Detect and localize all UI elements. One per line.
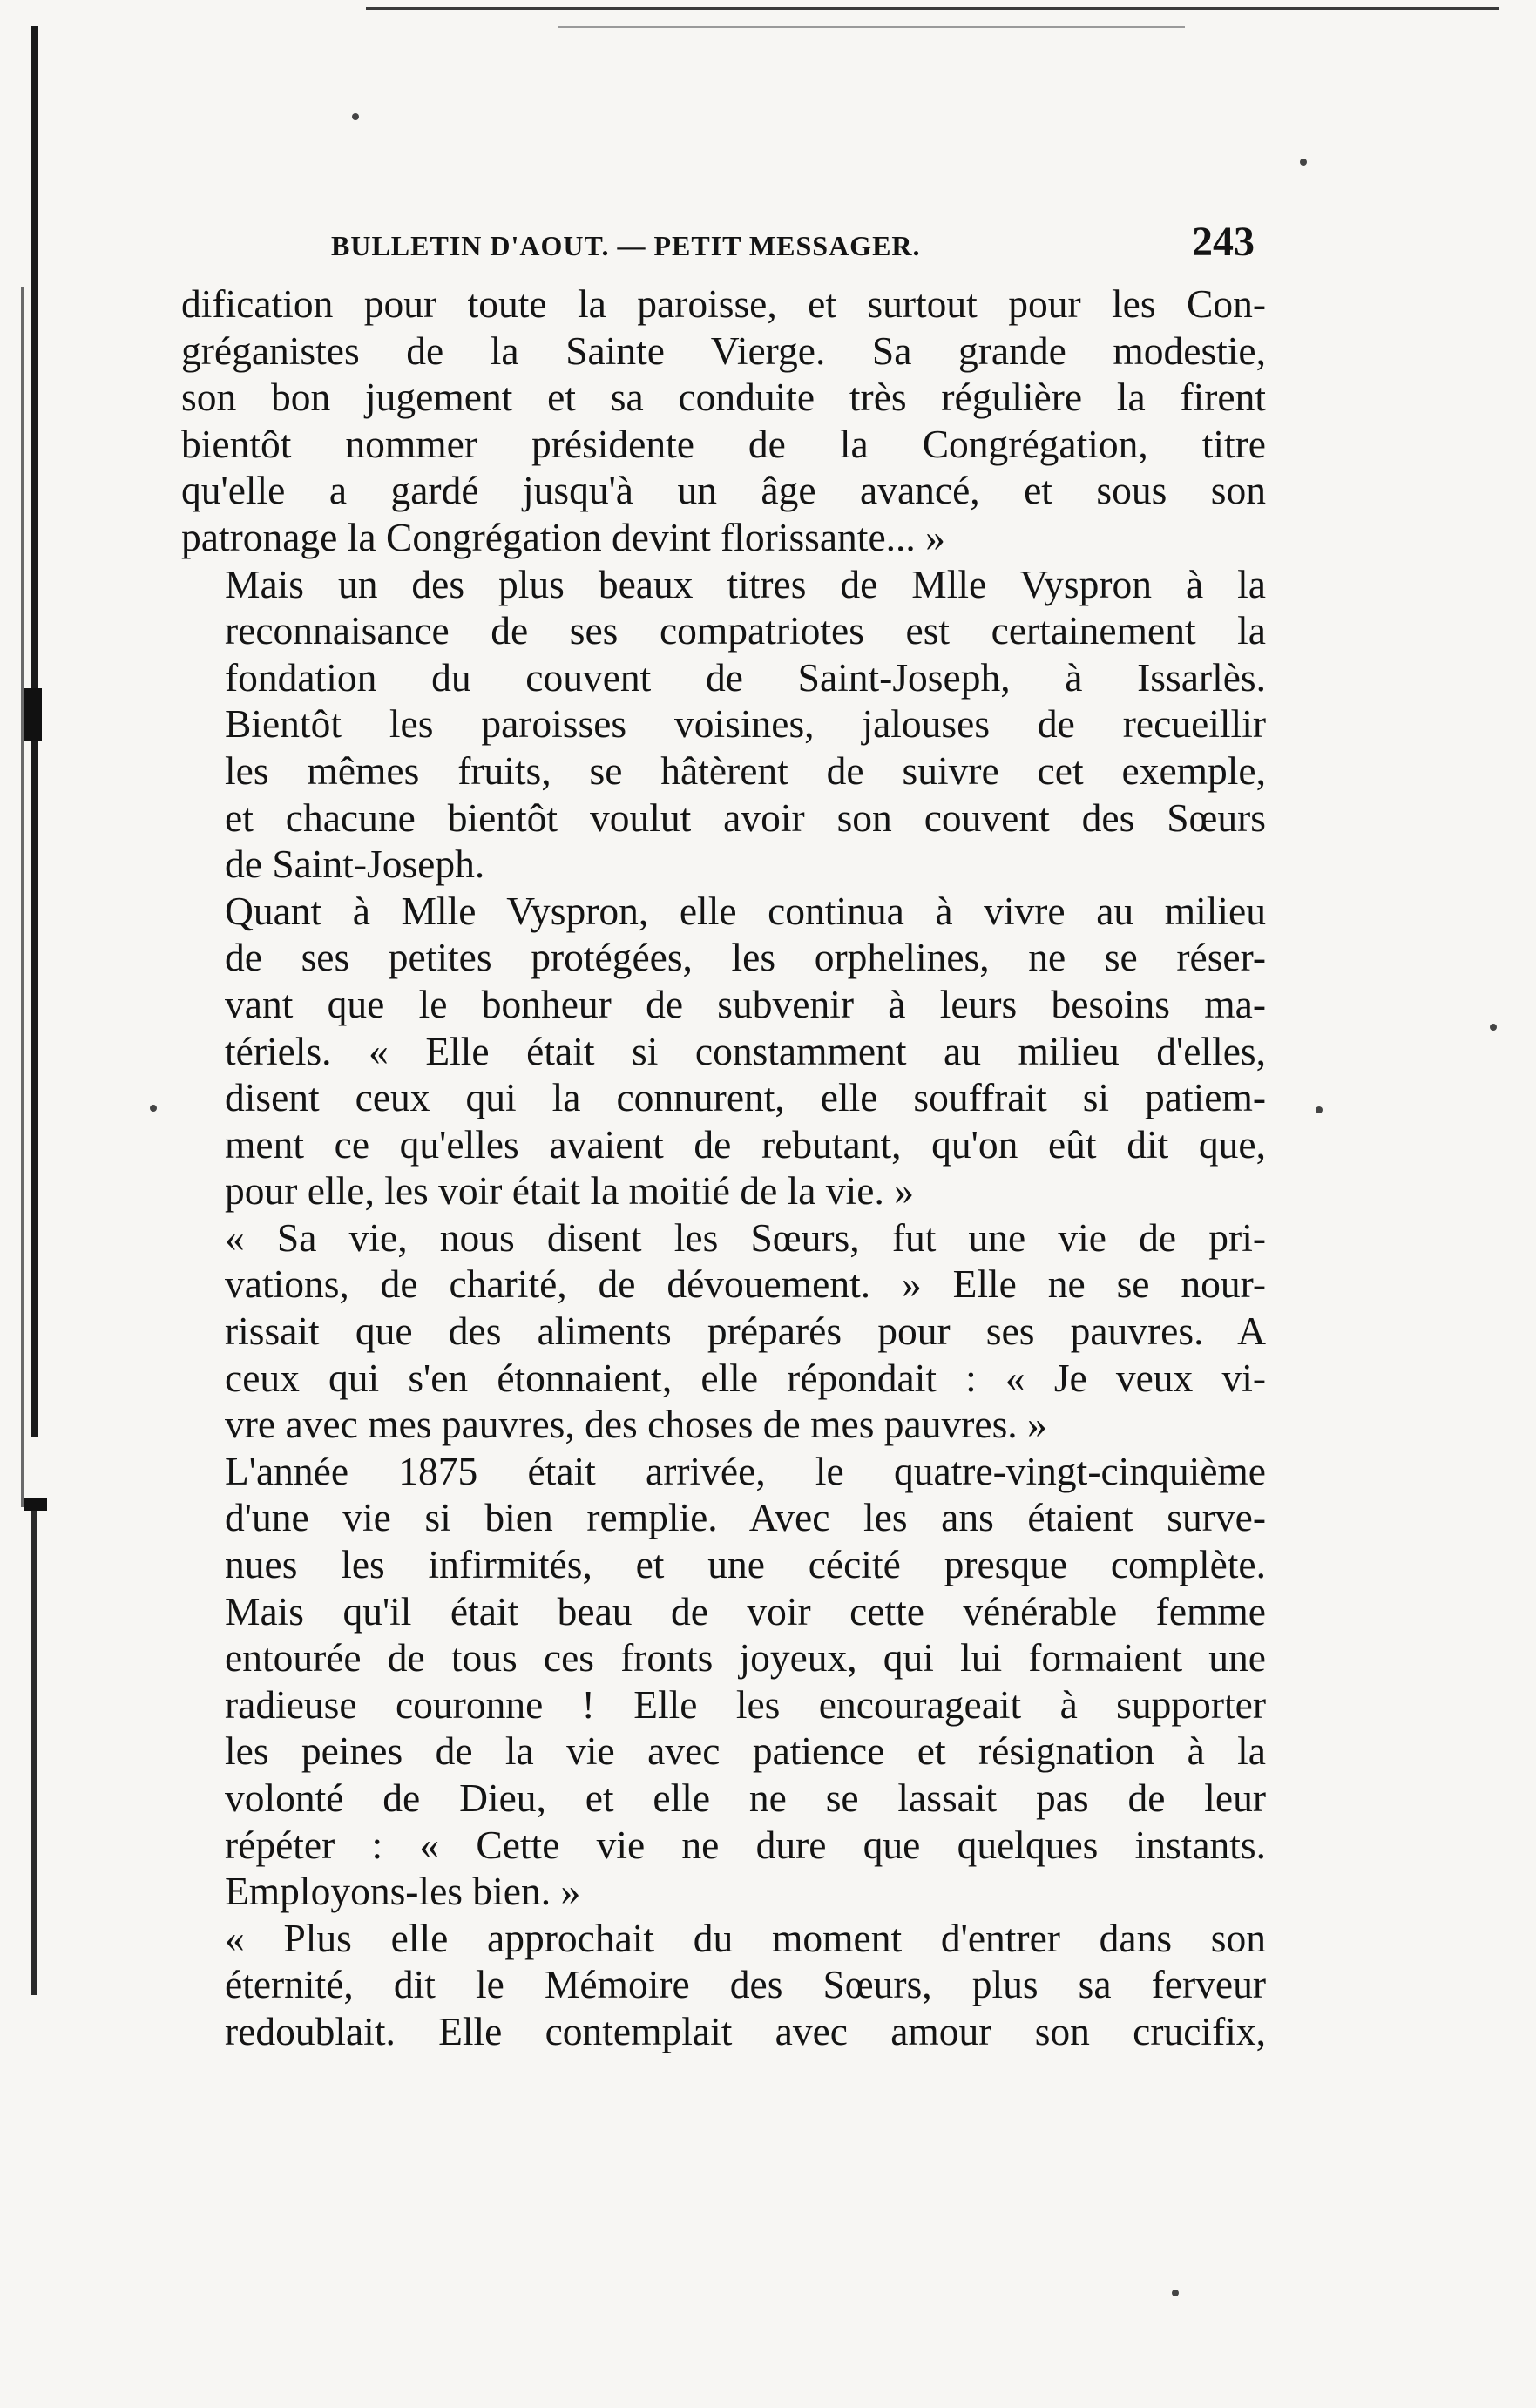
text-line: reconnaisance de ses compatriotes est certainement la bbox=[225, 608, 1266, 653]
text-line: qu'elle a gardé jusqu'à un âge avancé, et sous son bbox=[181, 468, 1266, 513]
scan-speck bbox=[1316, 1106, 1323, 1113]
text-line: disent ceux qui la connurent, elle souffrait si patiem- bbox=[225, 1075, 1266, 1120]
paragraph bbox=[181, 1915, 1266, 2055]
scan-top-edge bbox=[366, 7, 1499, 10]
text-line: radieuse couronne ! Elle les encourageait à supporter bbox=[225, 1681, 1266, 1727]
paragraph bbox=[181, 1214, 1266, 1448]
text-line: de Saint-Joseph. bbox=[225, 842, 485, 887]
scan-binding-mark bbox=[24, 1498, 47, 1511]
running-head: BULLETIN D'AOUT. — PETIT MESSAGER. bbox=[331, 230, 921, 261]
text-line: volonté de Dieu, et elle ne se lassait pas de leur bbox=[225, 1776, 1266, 1820]
text-line: les peines de la vie avec patience et résignation à la bbox=[225, 1728, 1266, 1774]
text-line: rissait que des aliments préparés pour ses pauvres. A bbox=[225, 1309, 1266, 1354]
scan-binding-mark bbox=[24, 688, 42, 741]
text-line: patronage la Congrégation devint florissante... » bbox=[181, 514, 945, 559]
scan-top-edge-faint bbox=[558, 26, 1185, 28]
scan-speck bbox=[150, 1105, 157, 1112]
text-line: nues les infirmités, et une cécité presque complète. bbox=[225, 1542, 1266, 1587]
text-line: Mais qu'il était beau de voir cette vénérable femme bbox=[225, 1588, 1266, 1634]
page-number: 243 bbox=[1192, 219, 1255, 265]
paragraph bbox=[181, 888, 1266, 1214]
text-line: entourée de tous ces fronts joyeux, qui lui formaient une bbox=[225, 1635, 1266, 1681]
text-line: éternité, dit le Mémoire des Sœurs, plus sa ferveur bbox=[225, 1962, 1266, 2007]
text-line: de ses petites protégées, les orphelines, ne se réser- bbox=[225, 935, 1266, 980]
text-line: vations, de charité, de dévouement. » Elle ne se nour- bbox=[225, 1261, 1266, 1307]
text-line: d'une vie si bien remplie. Avec les ans étaient surve- bbox=[225, 1495, 1266, 1540]
text-line: ment ce qu'elles avaient de rebutant, qu'on eût dit que, bbox=[225, 1121, 1266, 1167]
scan-spine-shadow bbox=[21, 287, 24, 1507]
scan-speck bbox=[1300, 159, 1307, 166]
text-line: redoublait. Elle contemplait avec amour son crucifix, bbox=[225, 2008, 1266, 2053]
text-line: vant que le bonheur de subvenir à leurs besoins ma- bbox=[225, 981, 1266, 1026]
text-line: Employons-les bien. » bbox=[225, 1869, 581, 1914]
scan-speck bbox=[1172, 2290, 1179, 2296]
text-line: tériels. « Elle était si constamment au milieu d'elles, bbox=[225, 1028, 1266, 1073]
page-header bbox=[331, 218, 1255, 279]
text-line: Bientôt les paroisses voisines, jalouses de recueillir bbox=[225, 701, 1266, 747]
text-line: ceux qui s'en étonnaient, elle répondait : « Je veux vi- bbox=[225, 1355, 1266, 1400]
scan-binding-edge-lower bbox=[31, 1507, 37, 1995]
text-line: « Sa vie, nous disent les Sœurs, fut une vie de pri- bbox=[225, 1214, 1266, 1260]
text-line: les mêmes fruits, se hâtèrent de suivre cet exemple, bbox=[225, 747, 1266, 793]
paragraph bbox=[181, 281, 1266, 561]
text-line: pour elle, les voir était la moitié de la vie. » bbox=[225, 1168, 914, 1214]
page-body bbox=[181, 281, 1266, 2055]
text-line: Quant à Mlle Vyspron, elle continua à vivre au milieu bbox=[225, 888, 1266, 933]
text-line: bientôt nommer présidente de la Congrégation, titre bbox=[181, 421, 1266, 466]
text-line: son bon jugement et sa conduite très régulière la firent bbox=[181, 375, 1266, 420]
text-line: répéter : « Cette vie ne dure que quelques instants. bbox=[225, 1822, 1266, 1867]
text-line: L'année 1875 était arrivée, le quatre-vingt-cinquième bbox=[225, 1448, 1266, 1493]
text-line: gréganistes de la Sainte Vierge. Sa grande modestie, bbox=[181, 328, 1266, 373]
text-line: « Plus elle approchait du moment d'entrer dans son bbox=[225, 1915, 1266, 1960]
scan-speck bbox=[352, 113, 359, 120]
paragraph bbox=[181, 561, 1266, 888]
text-line: Mais un des plus beaux titres de Mlle Vyspron à la bbox=[225, 561, 1266, 606]
text-line: dification pour toute la paroisse, et surtout pour les Con- bbox=[181, 281, 1266, 326]
text-line: vre avec mes pauvres, des choses de mes pauvres. » bbox=[225, 1402, 1047, 1447]
text-line: et chacune bientôt voulut avoir son couvent des Sœurs bbox=[225, 795, 1266, 840]
paragraph bbox=[181, 1448, 1266, 1915]
text-line: fondation du couvent de Saint-Joseph, à Issarlès. bbox=[225, 654, 1266, 700]
scan-speck bbox=[1490, 1024, 1497, 1031]
